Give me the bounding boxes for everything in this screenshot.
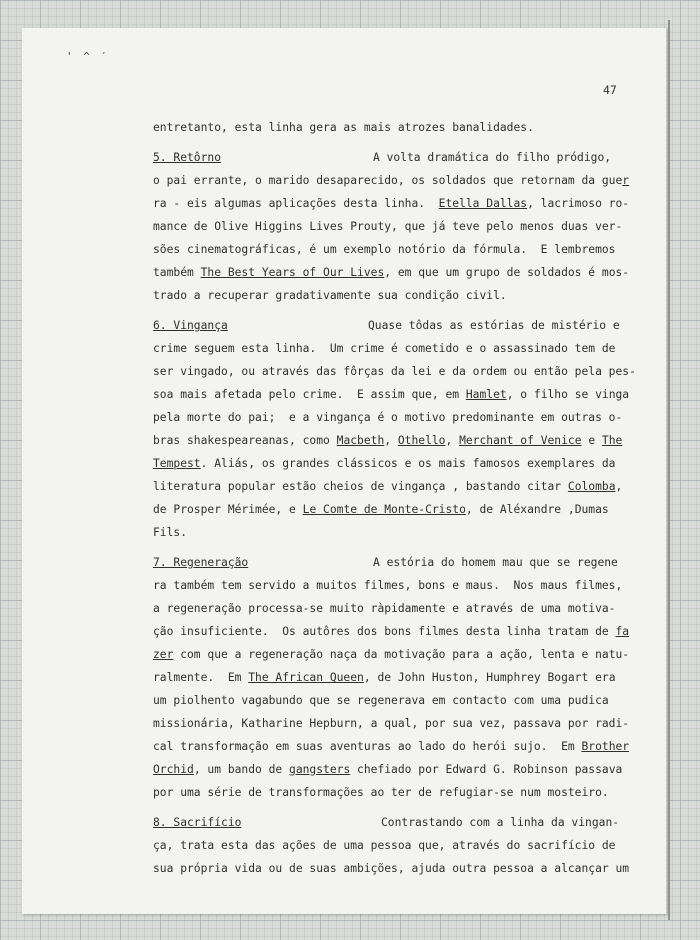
section-6-line: [153, 475, 623, 498]
section-5-line: [153, 261, 630, 284]
text-run: bras shakespeareanas, como: [153, 434, 337, 447]
section-7-line: [153, 620, 630, 643]
text-run: pela morte do pai; e a vingança é o motivo predominante em outras o-: [153, 411, 623, 424]
paragraph-gap: [153, 804, 623, 811]
play-title: Merchant of Venice: [459, 434, 582, 447]
section-6-heading: 6. Vingança: [153, 319, 228, 332]
text-run: o pai errante, o marido desaparecido, os soldados que retornam da gue: [153, 174, 623, 187]
text-run: r: [622, 174, 630, 187]
text-run: ra também tem servido a muitos filmes, bons e maus. Nos maus filmes,: [153, 579, 623, 592]
play-title: The: [601, 434, 623, 447]
paragraph-gap: [153, 139, 623, 146]
film-title: Orchid: [153, 763, 194, 776]
text-run: por uma série de transformações ao ter de refugiar-se num mosteiro.: [153, 786, 609, 799]
corner-marks: ' ^ ′: [66, 50, 110, 63]
section-6-line: [153, 360, 636, 383]
film-title: The Best Years of Our Lives: [200, 266, 385, 279]
section-7-line: [153, 574, 623, 597]
text-run: ra - eis algumas aplicações desta linha.: [153, 197, 439, 210]
text-run: ,: [384, 434, 398, 447]
text-run: , de Aléxandre ,Dumas: [465, 503, 609, 516]
text-run: trado a recuperar gradativamente sua condição civil.: [153, 289, 507, 302]
text-run: mance de Olive Higgins Lives Prouty, que já teve pelo menos duas ver-: [153, 220, 623, 233]
section-8-heading-line: [153, 811, 623, 834]
paragraph-gap: [153, 544, 623, 551]
section-7-line: [153, 666, 623, 689]
text-run: a regeneração processa-se muito ràpidamente e através de uma motiva-: [153, 602, 616, 615]
section-7-lead: A estória do homem mau que se regene: [373, 556, 618, 569]
intro-text: entretanto, esta linha gera as mais atrozes banalidades.: [153, 121, 534, 134]
section-7-line: [153, 781, 623, 804]
play-title: Hamlet: [465, 388, 507, 401]
section-5-line: [153, 169, 630, 192]
page-number: 47: [603, 83, 617, 97]
text-run: , em que um grupo de soldados é mos-: [384, 266, 630, 279]
section-5-lead: A volta dramática do filho pródigo,: [373, 151, 612, 164]
text-run: chefiado por Edward G. Robinson passava: [350, 763, 623, 776]
section-5-line: [153, 284, 623, 307]
document-body: [153, 116, 636, 880]
text-run: de Prosper Mérimée, e: [153, 503, 303, 516]
text-run: ção insuficiente. Os autôres dos bons filmes desta linha tratam de: [153, 625, 616, 638]
text-run: ralmente. Em: [153, 671, 249, 684]
text-run: , um bando de: [193, 763, 290, 776]
film-title: Brother: [581, 740, 630, 753]
section-8-heading: 8. Sacrifício: [153, 816, 242, 829]
section-6-line: [153, 452, 623, 475]
play-title: Tempest: [153, 457, 201, 470]
text-run: , de John Huston, Humphrey Bogart era: [363, 671, 616, 684]
section-5-heading-line: [153, 146, 623, 169]
text-run: fa: [615, 625, 630, 638]
text-run: sões cinematográficas, é um exemplo notório da fórmula. E lembremos: [153, 243, 616, 256]
book-title: Le Comte de Monte-Cristo: [302, 503, 466, 516]
section-7-line: [153, 712, 630, 735]
section-6-lead: Quase tôdas as estórias de mistério e: [368, 319, 620, 332]
section-6-line: [153, 383, 630, 406]
section-6-heading-line: [153, 314, 623, 337]
section-6-line: [153, 498, 623, 521]
text-run: cal transformação em suas aventuras ao lado do herói sujo. Em: [153, 740, 582, 753]
section-8-line: [153, 857, 630, 880]
intro-line: [153, 116, 623, 139]
section-5-line: [153, 215, 623, 238]
text-run: soa mais afetada pelo crime. E assim que, em: [153, 388, 466, 401]
text-run: gangsters: [289, 763, 351, 776]
section-5-line: [153, 192, 630, 215]
play-title: Macbeth: [336, 434, 385, 447]
section-6-line: [153, 429, 623, 452]
text-run: um piolhento vagabundo que se regenerava em contacto com uma pudica: [153, 694, 609, 707]
text-run: Fils.: [153, 526, 188, 539]
section-7-heading: 7. Regeneração: [153, 556, 249, 569]
text-run: ça, trata esta das ações de uma pessoa que, através do sacrifício de: [153, 839, 616, 852]
book-title: Colomba: [567, 480, 616, 493]
section-8-line: [153, 834, 623, 857]
text-run: e: [581, 434, 602, 447]
text-run: ser vingado, ou através das fôrças da lei e da ordem ou então pela pes-: [153, 365, 636, 378]
text-run: com que a regeneração naça da motivação para a ação, lenta e natu-: [173, 648, 630, 661]
text-run: missionária, Katharine Hepburn, a qual, por sua vez, passava por radi-: [153, 717, 630, 730]
section-5-line: [153, 238, 623, 261]
text-run: também: [153, 266, 201, 279]
section-5-heading: 5. Retôrno: [153, 151, 222, 164]
section-6-line: [153, 406, 623, 429]
text-run: sua própria vida ou de suas ambições, ajuda outra pessoa a alcançar um: [153, 862, 630, 875]
text-run: literatura popular estão cheios de vingança , bastando citar: [153, 480, 568, 493]
page-edge-shadow: [668, 20, 670, 920]
section-7-line: [153, 597, 623, 620]
section-6-line: [153, 337, 623, 360]
film-title: Etella Dallas: [438, 197, 528, 210]
text-run: , lacrimoso ro-: [527, 197, 630, 210]
text-run: ,: [445, 434, 460, 447]
text-run: , o filho se vinga: [506, 388, 630, 401]
play-title: Othello: [397, 434, 446, 447]
section-8-lead: Contrastando com a linha da vingan-: [381, 816, 620, 829]
section-7-line: [153, 689, 623, 712]
text-run: ,: [615, 480, 623, 493]
section-7-heading-line: [153, 551, 623, 574]
paragraph-gap: [153, 307, 623, 314]
text-run: . Aliás, os grandes clássicos e os mais famosos exemplares da: [200, 457, 616, 470]
film-title: The African Queen: [248, 671, 364, 684]
section-7-line: [153, 735, 630, 758]
section-7-line: [153, 643, 630, 666]
section-7-line: [153, 758, 623, 781]
text-run: zer: [153, 648, 174, 661]
text-run: crime seguem esta linha. Um crime é cometido e o assassinado tem de: [153, 342, 616, 355]
section-6-line: [153, 521, 623, 544]
